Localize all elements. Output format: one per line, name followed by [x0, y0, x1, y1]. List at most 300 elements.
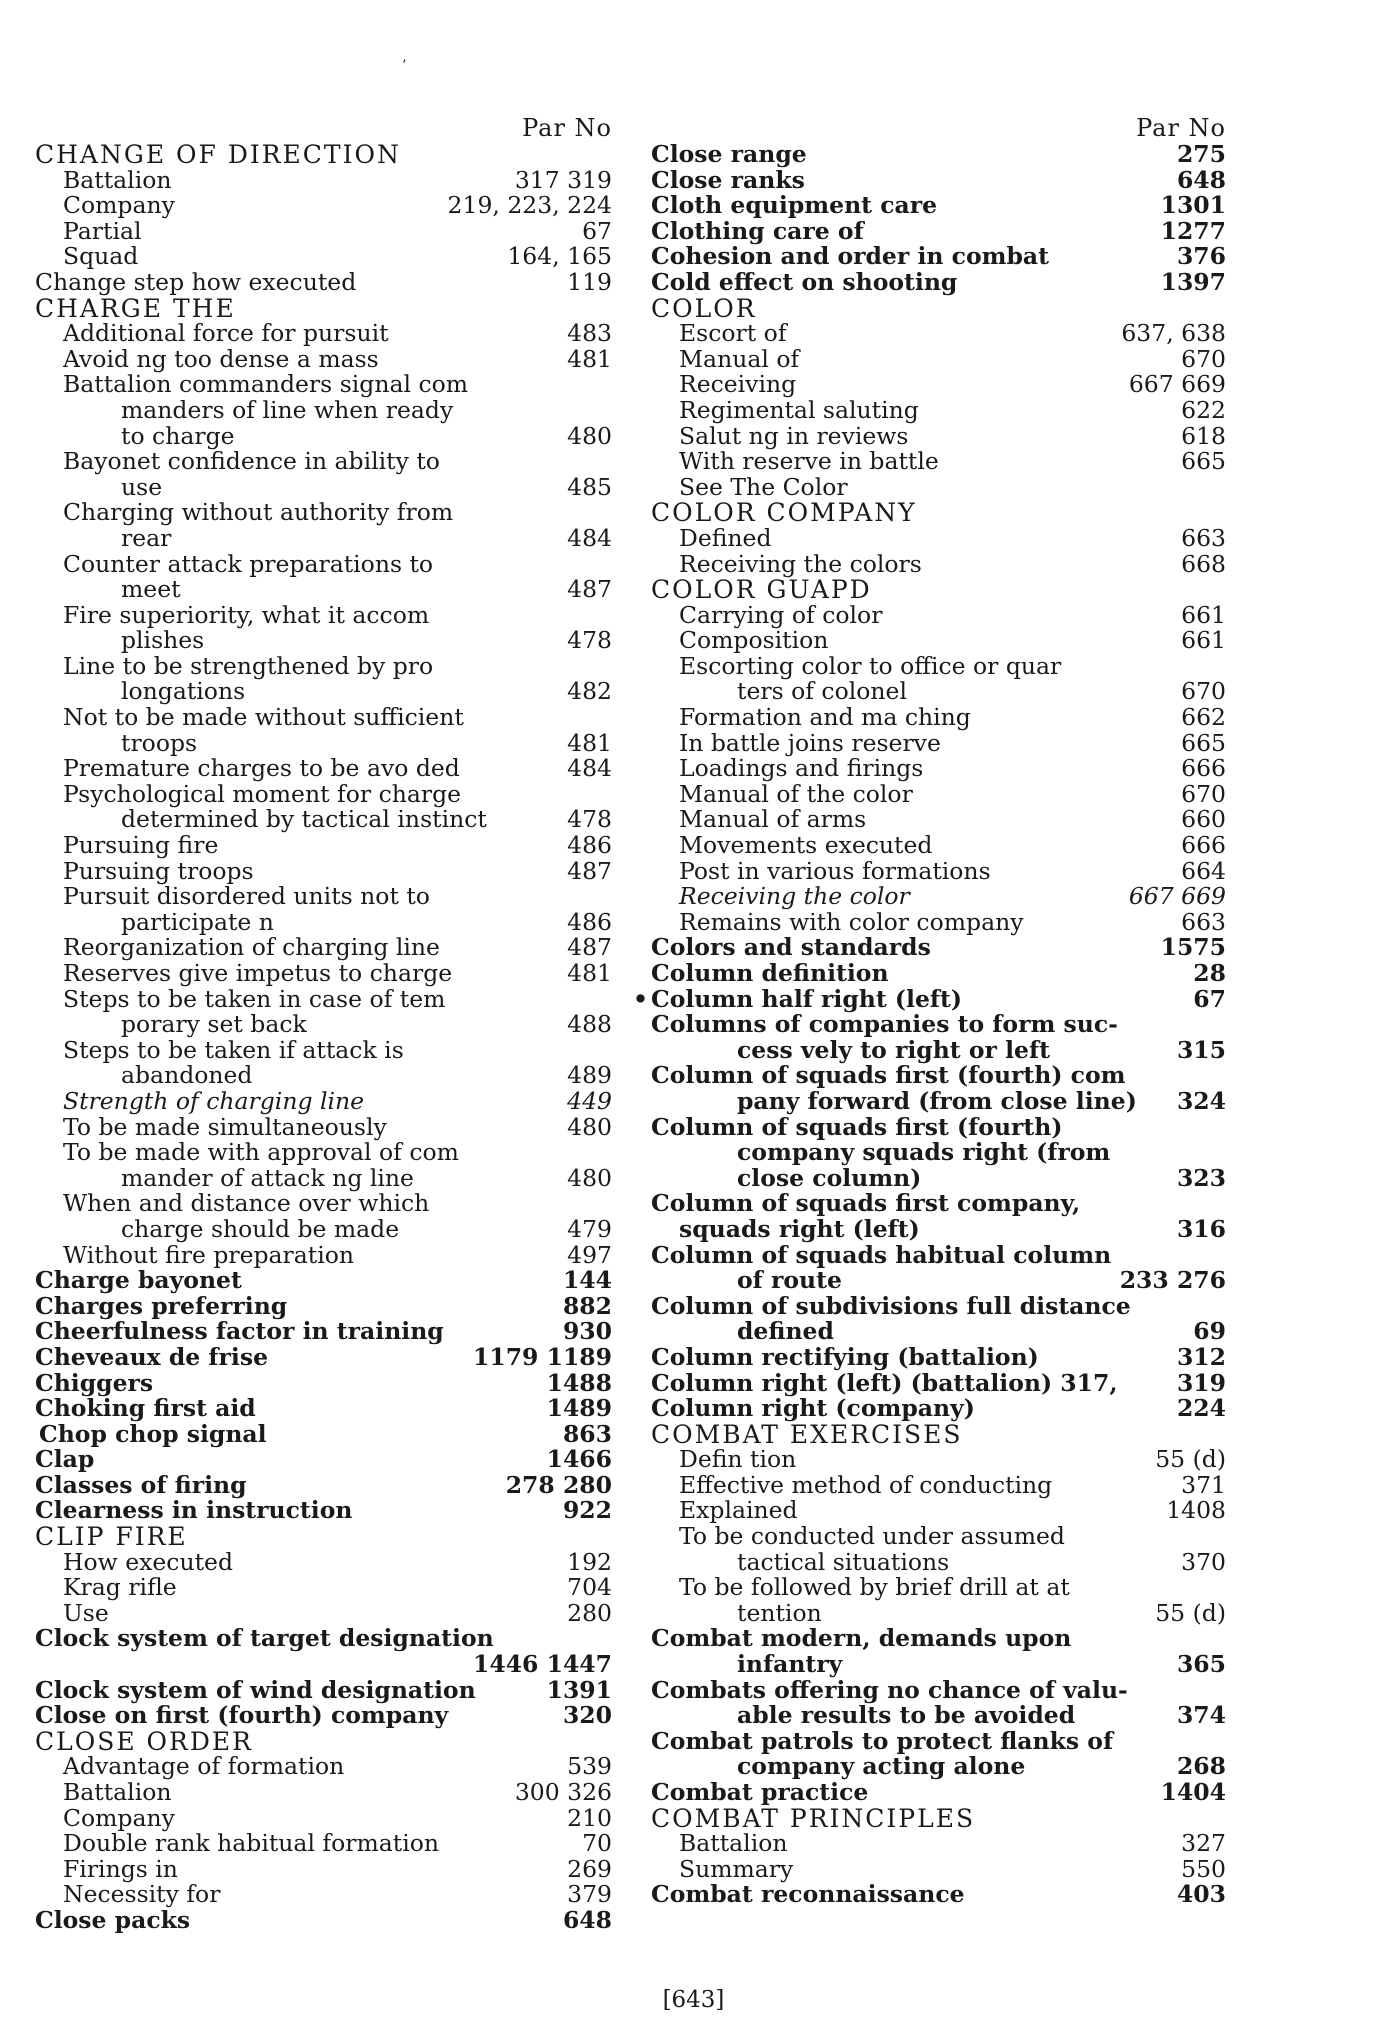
index-entry	[35, 344, 612, 373]
index-entry	[35, 1035, 612, 1064]
entry-text: tactical situations	[737, 1547, 950, 1576]
entry-paragraph-number: 275	[1176, 140, 1226, 168]
entry-text: porary set back	[121, 1010, 307, 1039]
entry-text: Salut ng in reviews	[679, 421, 909, 450]
entry-text: In battle joins reserve	[679, 728, 941, 757]
entry-text: determined by tactical instinct	[121, 805, 487, 834]
entry-paragraph-number: 317 319	[514, 165, 612, 194]
entry-paragraph-number: 637, 638	[1121, 319, 1226, 348]
entry-paragraph-number: 664	[1181, 856, 1226, 885]
stray-mark: ’	[402, 58, 407, 74]
index-heading	[35, 1726, 612, 1756]
entry-text: COLOR GUAPD	[651, 575, 872, 605]
index-entry	[651, 600, 1226, 629]
entry-text: company acting alone	[737, 1752, 1026, 1781]
entry-paragraph-number: 486	[567, 831, 612, 860]
index-entry	[35, 1240, 612, 1269]
entry-paragraph-number: 481	[567, 959, 612, 987]
entry-text: Receiving the colors	[679, 549, 922, 578]
entry-text: Column definition	[651, 959, 889, 987]
entry-paragraph-number: 1397	[1160, 267, 1226, 296]
entry-text: Choking first aid	[35, 1394, 256, 1423]
entry-text: to charge	[121, 421, 235, 450]
entry-text: of route	[737, 1266, 842, 1295]
entry-text: Psychological moment for charge	[63, 779, 462, 808]
index-entry	[35, 1214, 612, 1243]
entry-paragraph-number: 67	[1193, 984, 1226, 1013]
index-entry	[651, 549, 1226, 578]
entry-text: Combats offering no chance of valu-	[651, 1675, 1128, 1704]
entry-paragraph-number: 319	[1176, 1368, 1226, 1397]
entry-paragraph-number: 1466	[546, 1445, 612, 1474]
entry-text: ters of colonel	[737, 677, 907, 706]
index-entry	[651, 193, 1226, 219]
entry-text: When and distance over which	[63, 1189, 430, 1218]
entry-text: Cold effect on shooting	[651, 267, 958, 296]
entry-paragraph-number: 668	[1181, 549, 1226, 578]
entry-paragraph-number: 1408	[1166, 1496, 1226, 1525]
entry-paragraph-number: 484	[567, 754, 612, 783]
index-entry	[651, 395, 1226, 424]
index-entry	[651, 856, 1226, 885]
index-entry	[651, 1342, 1226, 1371]
index-entry	[35, 833, 612, 859]
entry-text: Close packs	[35, 1905, 191, 1934]
index-entry	[651, 1163, 1226, 1192]
entry-text: Pursuing troops	[63, 856, 254, 885]
entry-text: Not to be made without sufficient	[63, 703, 464, 732]
entry-text: meet	[121, 575, 181, 604]
index-entry	[35, 1319, 612, 1345]
entry-text: tention	[737, 1598, 822, 1627]
entry-paragraph-number: 323	[1176, 1163, 1226, 1192]
entry-paragraph-number: 268	[1176, 1752, 1226, 1781]
index-entry	[35, 1498, 612, 1524]
entry-paragraph-number: 312	[1176, 1342, 1226, 1371]
entry-paragraph-number: 28	[1193, 959, 1226, 987]
entry-text: troops	[121, 728, 198, 757]
index-entry	[651, 472, 1226, 501]
index-entry	[651, 679, 1226, 705]
index-entry	[35, 395, 612, 424]
entry-text: CLOSE ORDER	[35, 1726, 253, 1756]
index-entry	[35, 577, 612, 603]
entry-text: Classes of firing	[35, 1470, 247, 1499]
index-heading	[651, 577, 1226, 603]
index-entry	[35, 1063, 612, 1089]
index-entry	[35, 1598, 612, 1627]
index-entry	[35, 1419, 612, 1448]
entry-paragraph-number: 55 (d)	[1155, 1598, 1226, 1627]
entry-text: Strength of charging line	[63, 1086, 365, 1115]
index-entry	[651, 1831, 1226, 1857]
index-entry	[35, 756, 612, 782]
entry-text: Company	[63, 1803, 175, 1832]
index-entry	[651, 1319, 1226, 1345]
entry-text: Combat practice	[651, 1778, 869, 1806]
entry-text: pany forward (from close line)	[737, 1086, 1137, 1115]
entry-paragraph-number: 882	[562, 1291, 612, 1320]
index-entry	[633, 984, 1226, 1013]
index-entry	[651, 372, 1226, 398]
entry-paragraph-number: 480	[567, 1112, 612, 1141]
entry-paragraph-number: 70	[582, 1829, 612, 1858]
entry-text: Squad	[63, 242, 139, 271]
index-entry	[651, 1626, 1226, 1652]
index-entry	[35, 1754, 612, 1780]
entry-paragraph-number: 119	[567, 267, 612, 296]
entry-paragraph-number: 487	[567, 575, 612, 604]
index-entry	[651, 267, 1226, 296]
entry-text: longations	[121, 677, 246, 706]
entry-text: Cohesion and order in combat	[651, 242, 1049, 271]
entry-text: plishes	[121, 626, 205, 655]
index-entry	[651, 244, 1226, 270]
index-entry	[35, 1012, 612, 1038]
entry-text: Bayonet confidence in ability to	[63, 447, 440, 476]
entry-text: Reserves give impetus to charge	[63, 959, 453, 987]
entry-text: Clock system of target designation	[35, 1624, 494, 1653]
index-entry	[651, 344, 1226, 373]
entry-paragraph-number: 316	[1176, 1214, 1226, 1243]
entry-paragraph-number: 667 669	[1128, 882, 1226, 911]
index-heading	[651, 1419, 1226, 1449]
index-entry	[651, 1547, 1226, 1576]
entry-text: Line to be strengthened by pro	[63, 651, 434, 680]
entry-paragraph-number: 665	[1181, 728, 1226, 757]
entry-paragraph-number: 663	[1181, 523, 1226, 552]
entry-text: Regimental saluting	[679, 395, 919, 424]
entry-paragraph-number: 379	[567, 1880, 612, 1909]
index-entries	[633, 140, 1226, 1909]
entry-text: COMBAT PRINCIPLES	[651, 1803, 976, 1833]
index-entry	[651, 1086, 1226, 1115]
entry-text: Column of squads first company,	[651, 1189, 1081, 1218]
entry-paragraph-number: 374	[1176, 1701, 1226, 1730]
entry-text: rear	[121, 523, 172, 552]
index-entry	[35, 1626, 612, 1652]
entry-text: CHARGE THE	[35, 293, 236, 323]
index-entry	[651, 1754, 1226, 1780]
entry-text: Column of squads first (fourth)	[651, 1112, 1063, 1141]
index-entry	[651, 833, 1226, 859]
entry-text: Additional force for pursuit	[63, 319, 389, 348]
entry-text: Cheveaux de frise	[35, 1342, 269, 1371]
entry-paragraph-number: 481	[567, 344, 612, 373]
entry-paragraph-number: 479	[567, 1214, 612, 1243]
entry-paragraph-number: 1179 1189	[473, 1342, 612, 1371]
column-header: Par No	[522, 114, 612, 142]
entry-paragraph-number: 483	[567, 319, 612, 348]
index-entry	[651, 1882, 1226, 1908]
entry-paragraph-number: 922	[562, 1496, 612, 1525]
entry-paragraph-number: 661	[1181, 600, 1226, 629]
index-entry	[651, 807, 1226, 833]
index-entry	[651, 1191, 1226, 1217]
index-entry	[651, 884, 1226, 910]
index-entry	[35, 907, 612, 936]
entry-paragraph-number: 1488	[546, 1368, 612, 1397]
index-entry	[35, 1780, 612, 1806]
entry-text: Column right (company)	[651, 1394, 975, 1423]
entry-text: Counter attack preparations to	[63, 549, 434, 578]
entry-text: Premature charges to be avo ded	[63, 754, 460, 783]
index-entry	[35, 1854, 612, 1883]
entry-text: Avoid ng too dense a mass	[63, 344, 379, 373]
entry-text: Post in various formations	[679, 856, 991, 885]
index-entry	[651, 1240, 1226, 1269]
entry-paragraph-number: 488	[567, 1010, 612, 1039]
index-column-right	[633, 114, 1226, 1909]
entry-text: squads right (left)	[679, 1214, 920, 1243]
index-entry	[651, 1703, 1226, 1729]
entry-text: Clearness in instruction	[35, 1496, 353, 1525]
entry-paragraph-number: 478	[567, 626, 612, 655]
entry-text: See The Color	[679, 472, 848, 501]
entry-paragraph-number: 618	[1181, 421, 1226, 450]
entry-text: Loadings and firings	[679, 754, 924, 783]
index-column-left	[35, 114, 612, 1934]
index-entry	[35, 705, 612, 731]
entry-paragraph-number: 210	[567, 1803, 612, 1832]
index-heading	[35, 142, 612, 168]
entry-paragraph-number: 667 669	[1128, 370, 1226, 399]
entry-paragraph-number: 376	[1176, 242, 1226, 271]
index-entries	[35, 142, 612, 1934]
index-entry	[35, 1831, 612, 1857]
entry-paragraph-number: 67	[582, 216, 612, 245]
entry-text: cess vely to right or left	[737, 1035, 1050, 1064]
entry-paragraph-number: 666	[1181, 831, 1226, 860]
index-entry	[35, 856, 612, 885]
index-entry	[651, 1396, 1226, 1422]
index-entry	[35, 372, 612, 398]
index-entry	[651, 1291, 1226, 1320]
entry-paragraph-number: 1277	[1160, 216, 1226, 245]
index-entry	[651, 1854, 1226, 1883]
entry-text: Pursuit disordered units not to	[63, 882, 430, 911]
index-entry	[35, 679, 612, 705]
entry-text: Receiving	[679, 370, 797, 399]
index-entry	[35, 244, 612, 270]
entry-paragraph-number: 219, 223, 224	[447, 191, 612, 220]
entry-text: Combat patrols to protect flanks of	[651, 1726, 1114, 1755]
index-entry	[35, 1675, 612, 1704]
entry-text: Close range	[651, 140, 807, 168]
entry-paragraph-number: 478	[567, 805, 612, 834]
index-entry	[651, 1035, 1226, 1064]
index-entry	[35, 1291, 612, 1320]
entry-paragraph-number: 1391	[546, 1675, 612, 1704]
entry-text: Close on first (fourth) company	[35, 1701, 449, 1730]
index-entry	[651, 1524, 1226, 1550]
entry-text: Columns of companies to form suc-	[651, 1010, 1118, 1039]
entry-text: Steps to be taken if attack is	[63, 1035, 404, 1064]
entry-paragraph-number: 666	[1181, 754, 1226, 783]
entry-text: Defined	[679, 523, 772, 552]
index-entry	[35, 1191, 612, 1217]
entry-text: To be conducted under assumed	[679, 1522, 1065, 1551]
entry-paragraph-number: 550	[1181, 1854, 1226, 1883]
index-entry	[651, 142, 1226, 168]
entry-paragraph-number: 863	[562, 1419, 612, 1448]
entry-paragraph-number: 648	[562, 1905, 612, 1934]
entry-text: Manual of	[679, 344, 800, 373]
index-entry	[651, 1063, 1226, 1089]
index-entry	[651, 1598, 1226, 1627]
index-entry	[651, 1498, 1226, 1524]
index-entry	[651, 779, 1226, 808]
index-entry	[651, 935, 1226, 961]
index-entry	[35, 779, 612, 808]
index-entry	[35, 472, 612, 501]
entry-paragraph-number: 670	[1181, 344, 1226, 373]
index-entry	[651, 421, 1226, 450]
index-entry	[651, 1575, 1226, 1601]
entry-text: Reorganization of charging line	[63, 933, 440, 962]
entry-paragraph-number: 484	[567, 523, 612, 552]
entry-text: Manual of the color	[679, 779, 913, 808]
entry-text: Charge bayonet	[35, 1266, 242, 1295]
entry-paragraph-number: 670	[1181, 677, 1226, 706]
entry-paragraph-number: 481	[567, 728, 612, 757]
index-heading	[651, 1803, 1226, 1833]
index-entry	[35, 1086, 612, 1115]
entry-text: Charges preferring	[35, 1291, 288, 1320]
entry-text: Summary	[679, 1854, 794, 1883]
entry-text: Clothing care of	[651, 216, 864, 245]
entry-paragraph-number: 704	[567, 1573, 612, 1602]
index-entry	[651, 628, 1226, 654]
index-entry	[651, 1268, 1226, 1294]
index-entry	[651, 1726, 1226, 1755]
index-entry	[651, 449, 1226, 475]
entry-text: COLOR COMPANY	[651, 498, 917, 528]
index-entry	[35, 1905, 612, 1934]
entry-text: Company	[63, 191, 175, 220]
entry-paragraph-number: 327	[1181, 1829, 1226, 1858]
entry-text: Column rectifying (battalion)	[651, 1342, 1039, 1371]
index-entry	[35, 1368, 612, 1397]
entry-paragraph-number: 660	[1181, 805, 1226, 834]
index-entry	[35, 1703, 612, 1729]
entry-text: Krag rifle	[63, 1573, 177, 1602]
index-entry	[35, 193, 612, 219]
entry-paragraph-number: 1404	[1160, 1778, 1226, 1806]
index-heading	[651, 500, 1226, 526]
entry-text: To be made simultaneously	[63, 1112, 387, 1141]
entry-paragraph-number: 486	[567, 907, 612, 936]
entry-text: Partial	[63, 216, 142, 245]
index-entry	[651, 961, 1226, 987]
index-entry	[35, 449, 612, 475]
entry-text: Cheerfulness factor in training	[35, 1317, 444, 1346]
index-entry	[651, 523, 1226, 552]
entry-paragraph-number: 663	[1181, 907, 1226, 936]
index-entry	[651, 1140, 1226, 1166]
index-entry	[651, 1780, 1226, 1806]
entry-text: COLOR	[651, 293, 757, 323]
page-number: [643]	[662, 1987, 725, 2013]
entry-paragraph-number: 487	[567, 933, 612, 962]
entry-text: Defin tion	[679, 1445, 797, 1474]
index-entry	[651, 907, 1226, 936]
entry-text: CLIP FIRE	[35, 1522, 188, 1552]
entry-text: Chop chop signal	[39, 1419, 267, 1448]
entry-text: Battalion	[63, 165, 172, 194]
entry-paragraph-number: 269	[567, 1854, 612, 1883]
entry-text: use	[121, 472, 163, 501]
index-entry	[651, 728, 1226, 757]
entry-paragraph-number: 485	[567, 472, 612, 501]
entry-text: close column)	[737, 1163, 922, 1192]
entry-text: manders of line when ready	[121, 395, 454, 424]
entry-text: Combat modern, demands upon	[651, 1624, 1072, 1653]
entry-text: participate n	[121, 907, 274, 936]
index-entry	[35, 1547, 612, 1576]
entry-paragraph-number: 280	[567, 1598, 612, 1627]
entry-text: Firings in	[63, 1854, 178, 1883]
index-entry	[35, 1803, 612, 1832]
index-entry	[651, 1368, 1226, 1397]
entry-paragraph-number: 661	[1181, 626, 1226, 655]
index-entry	[651, 1652, 1226, 1678]
entry-text: Double rank habitual formation	[63, 1829, 440, 1858]
entry-text: Column of squads habitual column	[651, 1240, 1112, 1269]
entry-text: Column of subdivisions full distance	[651, 1291, 1131, 1320]
index-entry	[35, 421, 612, 450]
entry-paragraph-number: 482	[567, 677, 612, 706]
entry-paragraph-number: 370	[1181, 1547, 1226, 1576]
entry-paragraph-number: 539	[567, 1752, 612, 1781]
index-entry	[35, 267, 612, 296]
entry-text: Battalion	[63, 1778, 172, 1806]
entry-text: COMBAT EXERCISES	[651, 1419, 963, 1449]
entry-text: Cloth equipment care	[651, 191, 938, 220]
entry-paragraph-number: 449	[567, 1086, 612, 1115]
entry-text: Advantage of formation	[63, 1752, 345, 1781]
entry-text: Necessity for	[63, 1880, 221, 1909]
entry-paragraph-number: 365	[1176, 1650, 1226, 1679]
index-entry	[35, 165, 612, 194]
entry-paragraph-number: 489	[567, 1061, 612, 1090]
entry-paragraph-number: 233 276	[1119, 1266, 1226, 1295]
bullet-icon: •	[633, 984, 649, 1013]
index-entry	[651, 1447, 1226, 1473]
entry-text: company squads right (from	[737, 1138, 1111, 1167]
index-entry	[35, 1268, 612, 1294]
column-header: Par No	[1136, 114, 1226, 142]
entry-paragraph-number: 497	[567, 1240, 612, 1269]
index-entry	[35, 961, 612, 987]
entry-paragraph-number: 144	[562, 1266, 612, 1295]
index-heading	[35, 1524, 612, 1550]
index-entry	[651, 705, 1226, 731]
entry-paragraph-number: 315	[1176, 1035, 1226, 1064]
entry-text: Column of squads first (fourth) com	[651, 1061, 1126, 1090]
entry-text: Composition	[679, 626, 829, 655]
entry-text: Carrying of color	[679, 600, 883, 629]
index-entry	[35, 1447, 612, 1473]
entry-text: Movements executed	[679, 831, 933, 860]
entry-text: Clap	[35, 1445, 95, 1474]
index-entry	[35, 1470, 612, 1499]
index-entry	[35, 1342, 612, 1371]
entry-paragraph-number: 1301	[1160, 191, 1226, 220]
index-entry	[35, 600, 612, 629]
entry-paragraph-number: 192	[567, 1547, 612, 1576]
entry-text: Without fire preparation	[63, 1240, 355, 1269]
